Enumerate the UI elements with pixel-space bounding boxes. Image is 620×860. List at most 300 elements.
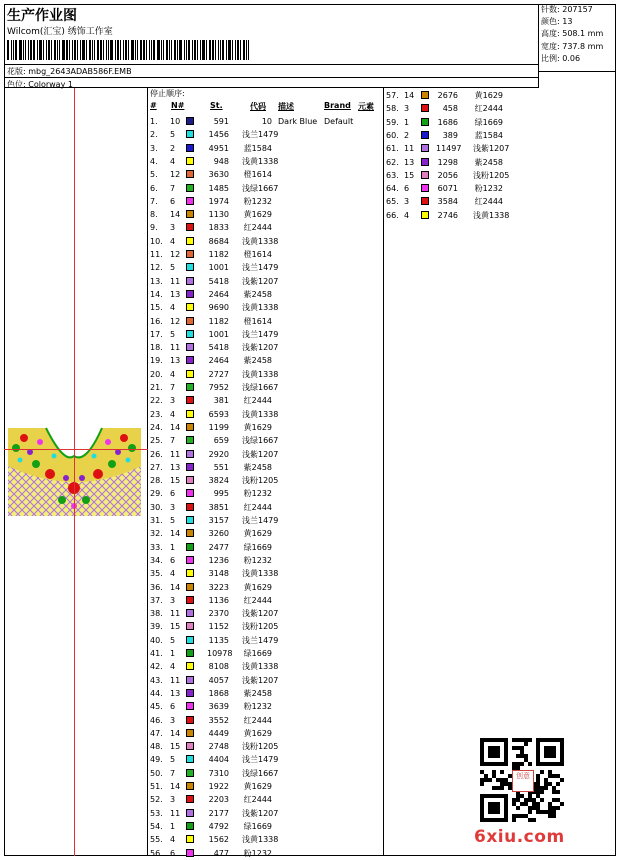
qr-module	[512, 738, 516, 742]
qr-module	[492, 806, 496, 810]
row-code: 红2444	[243, 396, 272, 406]
table-row	[150, 408, 382, 421]
qr-module	[480, 798, 484, 802]
row-needle: 15	[170, 742, 181, 752]
qr-module	[536, 778, 540, 782]
color-swatch	[186, 529, 194, 537]
row-needle: 3	[170, 595, 176, 605]
row-stitches: 1236	[208, 555, 229, 565]
qr-module	[540, 798, 544, 802]
qr-module	[540, 786, 544, 790]
color-swatch	[186, 290, 194, 298]
row-seq: 52.	[150, 795, 163, 805]
page-title: 生产作业图	[7, 8, 77, 24]
qr-module	[524, 738, 528, 742]
row-seq: 62.	[386, 157, 399, 167]
qr-module	[548, 750, 552, 754]
qr-module	[548, 746, 552, 750]
row-seq: 15.	[150, 303, 163, 313]
table-row	[150, 647, 382, 660]
color-swatch	[421, 118, 429, 126]
barcode-bar	[184, 40, 185, 60]
row-code: 粉1232	[243, 489, 272, 499]
row-seq: 31.	[150, 516, 163, 525]
qr-module	[556, 738, 560, 742]
row-needle: 1	[170, 649, 176, 658]
table-row	[150, 208, 382, 221]
color-swatch	[186, 662, 194, 670]
row-needle: 3	[404, 104, 410, 114]
qr-module	[520, 814, 524, 818]
row-seq: 55.	[150, 835, 163, 845]
table-row	[386, 89, 614, 102]
divider	[4, 64, 538, 65]
row-code: 红2444	[243, 502, 272, 512]
row-code: 红2444	[243, 595, 272, 605]
barcode-bar	[30, 40, 32, 60]
row-seq: 9.	[150, 223, 158, 233]
row-stitches: 2727	[208, 369, 229, 379]
row-needle: 5	[170, 329, 176, 339]
row-needle: 4	[170, 236, 176, 246]
barcode-bar	[248, 40, 249, 60]
qr-module	[532, 806, 536, 810]
qr-module	[552, 798, 556, 802]
col-header-brand: Brand	[324, 101, 351, 110]
barcode-bar	[37, 40, 38, 60]
color-swatch	[421, 184, 429, 192]
qr-module	[544, 750, 548, 754]
color-swatch	[186, 423, 194, 431]
row-code: 绿1669	[243, 649, 272, 658]
table-row	[150, 687, 382, 700]
qr-module	[504, 750, 508, 754]
color-swatch	[186, 489, 194, 497]
qr-module	[480, 738, 484, 742]
color-swatch	[186, 303, 194, 311]
barcode-bar	[197, 40, 198, 60]
design-width: 宽度: 737.8 mm	[541, 41, 604, 51]
row-seq: 1.	[150, 117, 158, 126]
barcode-bar	[59, 40, 60, 60]
qr-module	[480, 802, 484, 806]
row-needle: 14	[170, 782, 181, 791]
table-row	[150, 514, 382, 527]
qr-module	[492, 754, 496, 758]
qr-module	[516, 806, 520, 810]
barcode-bar	[92, 40, 93, 60]
qr-module	[496, 750, 500, 754]
qr-module	[536, 790, 540, 794]
qr-module	[556, 798, 560, 802]
row-needle: 13	[170, 356, 181, 366]
row-stitches: 2370	[208, 609, 229, 619]
row-stitches: 9690	[208, 303, 229, 313]
row-stitches: 3851	[208, 502, 229, 512]
barcode-bar	[86, 40, 87, 60]
table-row	[150, 793, 382, 806]
row-needle: 12	[170, 316, 181, 326]
qr-module	[524, 802, 528, 806]
barcode-bar	[25, 40, 26, 60]
row-seq: 58.	[386, 104, 399, 114]
qr-module	[548, 782, 552, 786]
qr-module	[548, 802, 552, 806]
row-stitches: 1182	[208, 316, 229, 326]
row-needle: 11	[404, 144, 415, 154]
table-row	[386, 102, 614, 115]
row-seq: 56.	[150, 848, 163, 858]
qr-module	[492, 786, 496, 790]
color-swatch	[186, 689, 194, 697]
barcode-bar	[206, 40, 207, 60]
barcode-bar	[188, 40, 190, 60]
row-needle: 11	[170, 276, 181, 286]
barcode-bar	[209, 40, 211, 60]
table-row	[150, 341, 382, 354]
row-seq: 29.	[150, 489, 163, 499]
row-stitches: 551	[213, 462, 229, 472]
qr-module	[544, 782, 548, 786]
row-seq: 35.	[150, 569, 163, 579]
table-row	[150, 567, 382, 580]
row-stitches: 3630	[208, 170, 229, 180]
qr-module	[504, 742, 508, 746]
barcode-bar	[179, 40, 182, 60]
qr-module	[536, 774, 540, 778]
row-needle: 13	[170, 462, 181, 472]
qr-module	[488, 738, 492, 742]
table-row	[150, 474, 382, 487]
row-seq: 4.	[150, 156, 158, 166]
row-needle: 14	[170, 422, 181, 432]
barcode-bar	[131, 40, 134, 60]
barcode-bar	[202, 40, 205, 60]
row-needle: 3	[170, 795, 176, 805]
qr-badge: 创意	[512, 770, 534, 792]
table-row	[150, 381, 382, 394]
row-code: 浅紫1207	[242, 449, 279, 459]
row-stitches: 4792	[208, 821, 229, 831]
qr-module	[544, 762, 548, 766]
table-row	[150, 368, 382, 381]
row-needle: 13	[170, 688, 181, 698]
qr-module	[492, 802, 496, 806]
barcode-bar	[115, 40, 116, 60]
row-code: 浅黄1338	[242, 835, 279, 845]
qr-module	[528, 806, 532, 810]
qr-module	[532, 798, 536, 802]
barcode-bar	[106, 40, 107, 60]
barcode-bar	[149, 40, 150, 60]
stop-sequence-label: 停止顺序:	[150, 89, 185, 98]
color-swatch	[186, 170, 194, 178]
barcode-bar	[123, 40, 124, 60]
qr-module	[528, 818, 532, 822]
row-desc: Dark Blue	[278, 117, 318, 126]
qr-module	[536, 758, 540, 762]
design-scale: 比例: 0.06	[541, 53, 581, 63]
barcode-bar	[246, 40, 247, 60]
divider	[383, 88, 384, 856]
row-code: 浅粉1205	[242, 742, 279, 752]
color-swatch	[186, 755, 194, 763]
qr-module	[480, 746, 484, 750]
row-code: 紫2458	[243, 356, 272, 366]
qr-module	[488, 806, 492, 810]
row-needle: 4	[170, 662, 176, 672]
qr-module	[516, 814, 520, 818]
color-swatch	[186, 596, 194, 604]
row-stitches: 2676	[437, 91, 458, 100]
color-swatch	[186, 223, 194, 231]
qr-module	[552, 738, 556, 742]
row-needle: 13	[170, 289, 181, 299]
table-row	[150, 767, 382, 780]
color-swatch	[186, 343, 194, 351]
row-stitches: 591	[213, 117, 229, 126]
row-seq: 51.	[150, 782, 163, 791]
qr-module	[504, 758, 508, 762]
qr-module	[512, 818, 516, 822]
color-swatch	[186, 330, 194, 338]
barcode-bar	[135, 40, 136, 60]
qr-module	[492, 774, 496, 778]
barcode-bar	[235, 40, 236, 60]
row-seq: 26.	[150, 449, 163, 459]
table-row	[150, 740, 382, 753]
qr-module	[496, 738, 500, 742]
table-row	[386, 195, 614, 208]
row-stitches: 2464	[208, 356, 229, 366]
qr-module	[560, 762, 564, 766]
qr-module	[556, 790, 560, 794]
qr-module	[536, 810, 540, 814]
barcode-bar	[218, 40, 219, 60]
qr-module	[484, 762, 488, 766]
row-code: 紫2458	[243, 462, 272, 472]
barcode-bar	[43, 40, 44, 60]
row-needle: 14	[170, 728, 181, 738]
qr-module	[524, 758, 528, 762]
row-needle: 3	[404, 197, 410, 207]
barcode-bar	[220, 40, 221, 60]
row-needle: 6	[170, 196, 176, 206]
row-seq: 20.	[150, 369, 163, 379]
qr-module	[480, 754, 484, 758]
color-swatch	[186, 463, 194, 471]
barcode-bar	[11, 40, 12, 60]
barcode-bar	[137, 40, 138, 60]
color-swatch	[186, 383, 194, 391]
color-swatch	[186, 716, 194, 724]
color-swatch	[186, 130, 194, 138]
table-row	[150, 527, 382, 540]
color-swatch	[186, 676, 194, 684]
row-seq: 45.	[150, 702, 163, 712]
qr-module	[500, 786, 504, 790]
barcode-bar	[74, 40, 76, 60]
row-code: 橙1614	[243, 250, 272, 259]
row-code: 浅黄1338	[242, 569, 279, 579]
row-code: 绿1669	[243, 542, 272, 552]
qr-module	[496, 810, 500, 814]
divider	[4, 77, 538, 78]
table-row	[150, 448, 382, 461]
row-code: 橙1614	[243, 316, 272, 326]
row-needle: 4	[170, 369, 176, 379]
qr-module	[544, 738, 548, 742]
color-swatch	[186, 117, 194, 125]
barcode-bar	[128, 40, 129, 60]
color-swatch	[186, 636, 194, 644]
qr-module	[496, 806, 500, 810]
qr-module	[516, 798, 520, 802]
row-needle: 4	[170, 303, 176, 313]
table-row	[386, 129, 614, 142]
row-seq: 34.	[150, 555, 163, 565]
row-needle: 5	[170, 755, 176, 765]
qr-module	[540, 810, 544, 814]
qr-module	[480, 770, 484, 774]
barcode-bar	[153, 40, 155, 60]
qr-module	[504, 810, 508, 814]
color-swatch	[186, 702, 194, 710]
qr-module	[560, 758, 564, 762]
row-code: 浅兰1479	[242, 516, 279, 525]
barcode-bar	[48, 40, 50, 60]
qr-module	[516, 762, 520, 766]
row-seq: 60.	[386, 130, 399, 140]
row-code: 浅绿1667	[242, 436, 279, 446]
barcode-bar	[82, 40, 85, 60]
row-seq: 30.	[150, 502, 163, 512]
row-seq: 21.	[150, 383, 163, 392]
qr-module	[496, 794, 500, 798]
qr-module	[480, 782, 484, 786]
barcode-bar	[7, 40, 9, 60]
row-stitches: 948	[213, 156, 229, 166]
table-row	[150, 128, 382, 141]
row-stitches: 8108	[208, 662, 229, 672]
row-code: 橙1614	[243, 170, 272, 180]
qr-module	[532, 802, 536, 806]
row-stitches: 1868	[208, 688, 229, 698]
qr-module	[492, 746, 496, 750]
qr-module	[500, 794, 504, 798]
qr-module	[488, 762, 492, 766]
qr-module	[492, 770, 496, 774]
row-stitches: 3639	[208, 702, 229, 712]
barcode-bar	[140, 40, 142, 60]
table-row	[386, 142, 614, 155]
table-row	[150, 607, 382, 620]
qr-module	[488, 778, 492, 782]
qr-module	[560, 746, 564, 750]
qr-module	[552, 762, 556, 766]
row-code: 粉1232	[243, 848, 272, 858]
qr-module	[520, 794, 524, 798]
qr-module	[560, 754, 564, 758]
color-swatch	[186, 822, 194, 830]
barcode-bar	[120, 40, 121, 60]
row-code: 浅兰1479	[242, 755, 279, 765]
barcode-bar	[108, 40, 109, 60]
row-code: 紫2458	[243, 688, 272, 698]
row-code: 浅粉1205	[242, 622, 279, 632]
row-needle: 4	[404, 210, 410, 220]
design-height: 高度: 508.1 mm	[541, 29, 604, 39]
color-swatch	[421, 131, 429, 139]
qr-module	[480, 750, 484, 754]
row-code: 浅黄1338	[242, 409, 279, 419]
table-row	[150, 168, 382, 181]
row-seq: 22.	[150, 396, 163, 406]
color-swatch	[186, 543, 194, 551]
color-swatch	[186, 649, 194, 657]
table-row	[386, 116, 614, 129]
table-row	[150, 142, 382, 155]
row-needle: 6	[170, 555, 176, 565]
row-code: 浅黄1338	[242, 662, 279, 672]
qr-module	[524, 798, 528, 802]
row-needle: 4	[170, 156, 176, 166]
color-swatch	[186, 729, 194, 737]
row-seq: 14.	[150, 289, 163, 299]
table-row	[150, 634, 382, 647]
qr-module	[480, 742, 484, 746]
row-needle: 5	[170, 635, 176, 645]
row-needle: 14	[170, 582, 181, 592]
color-swatch	[186, 795, 194, 803]
table-row	[150, 261, 382, 274]
row-needle: 15	[170, 622, 181, 632]
table-row	[150, 501, 382, 514]
barcode-bar	[28, 40, 29, 60]
qr-module	[500, 770, 504, 774]
qr-module	[560, 738, 564, 742]
row-needle: 12	[170, 170, 181, 180]
qr-module	[548, 774, 552, 778]
color-swatch	[186, 809, 194, 817]
qr-module	[536, 806, 540, 810]
barcode-bar	[171, 40, 172, 60]
row-stitches: 2203	[208, 795, 229, 805]
row-seq: 10.	[150, 236, 163, 246]
qr-module	[484, 774, 488, 778]
row-code: 红2444	[474, 104, 503, 114]
qr-module	[516, 794, 520, 798]
row-needle: 3	[170, 715, 176, 725]
color-swatch	[186, 516, 194, 524]
barcode-bar	[23, 40, 24, 60]
row-stitches: 3157	[208, 516, 229, 525]
row-stitches: 4951	[208, 143, 229, 153]
qr-module	[488, 810, 492, 814]
qr-module	[548, 770, 552, 774]
table-row	[386, 182, 614, 195]
row-stitches: 1298	[437, 157, 458, 167]
color-swatch	[186, 436, 194, 444]
barcode-bar	[192, 40, 193, 60]
table-row	[150, 315, 382, 328]
color-swatch	[186, 144, 194, 152]
col-header-code: 代码	[250, 102, 266, 111]
row-code: 浅绿1667	[242, 383, 279, 392]
color-swatch	[421, 171, 429, 179]
row-code: 浅兰1479	[242, 263, 279, 273]
row-code: 浅紫1207	[242, 675, 279, 685]
